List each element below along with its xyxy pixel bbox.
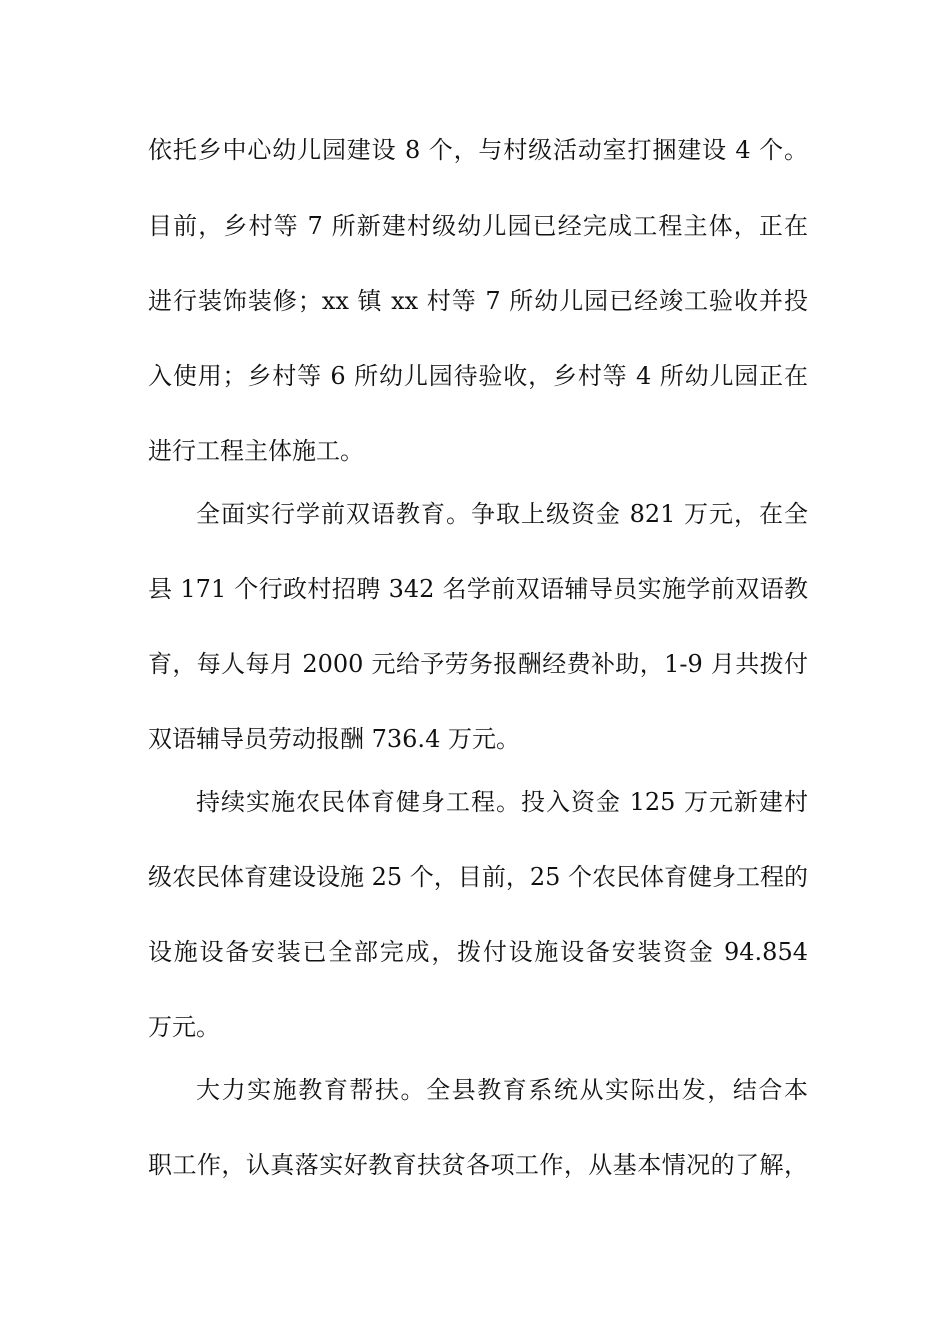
text-line: 育，每人每月 2000 元给予劳务报酬经费补助，1-9 月共拨付 — [148, 650, 808, 678]
text-line: 职工作，认真落实好教育扶贫各项工作，从基本情况的了解， — [148, 1151, 808, 1179]
paragraph-first-line: 全面实行学前双语教育。争取上级资金 821 万元，在全 — [196, 500, 808, 528]
paragraph-first-line: 持续实施农民体育健身工程。投入资金 125 万元新建村 — [196, 788, 808, 816]
text-line: 进行工程主体施工。 — [148, 437, 364, 465]
text-line: 依托乡中心幼儿园建设 8 个，与村级活动室打捆建设 4 个。 — [148, 136, 808, 164]
text-line: 目前，乡村等 7 所新建村级幼儿园已经完成工程主体，正在 — [148, 212, 808, 240]
text-line: 级农民体育建设设施 25 个，目前，25 个农民体育健身工程的 — [148, 863, 808, 891]
text-line: 进行装饰装修；xx 镇 xx 村等 7 所幼儿园已经竣工验收并投 — [148, 287, 808, 315]
text-line: 双语辅导员劳动报酬 736.4 万元。 — [148, 725, 520, 753]
text-line: 县 171 个行政村招聘 342 名学前双语辅导员实施学前双语教 — [148, 575, 808, 603]
paragraph-first-line: 大力实施教育帮扶。全县教育系统从实际出发，结合本 — [196, 1076, 808, 1104]
text-line: 万元。 — [148, 1013, 220, 1041]
text-line: 入使用；乡村等 6 所幼儿园待验收，乡村等 4 所幼儿园正在 — [148, 362, 808, 390]
text-line: 设施设备安装已全部完成，拨付设施设备安装资金 94.854 — [148, 938, 808, 966]
